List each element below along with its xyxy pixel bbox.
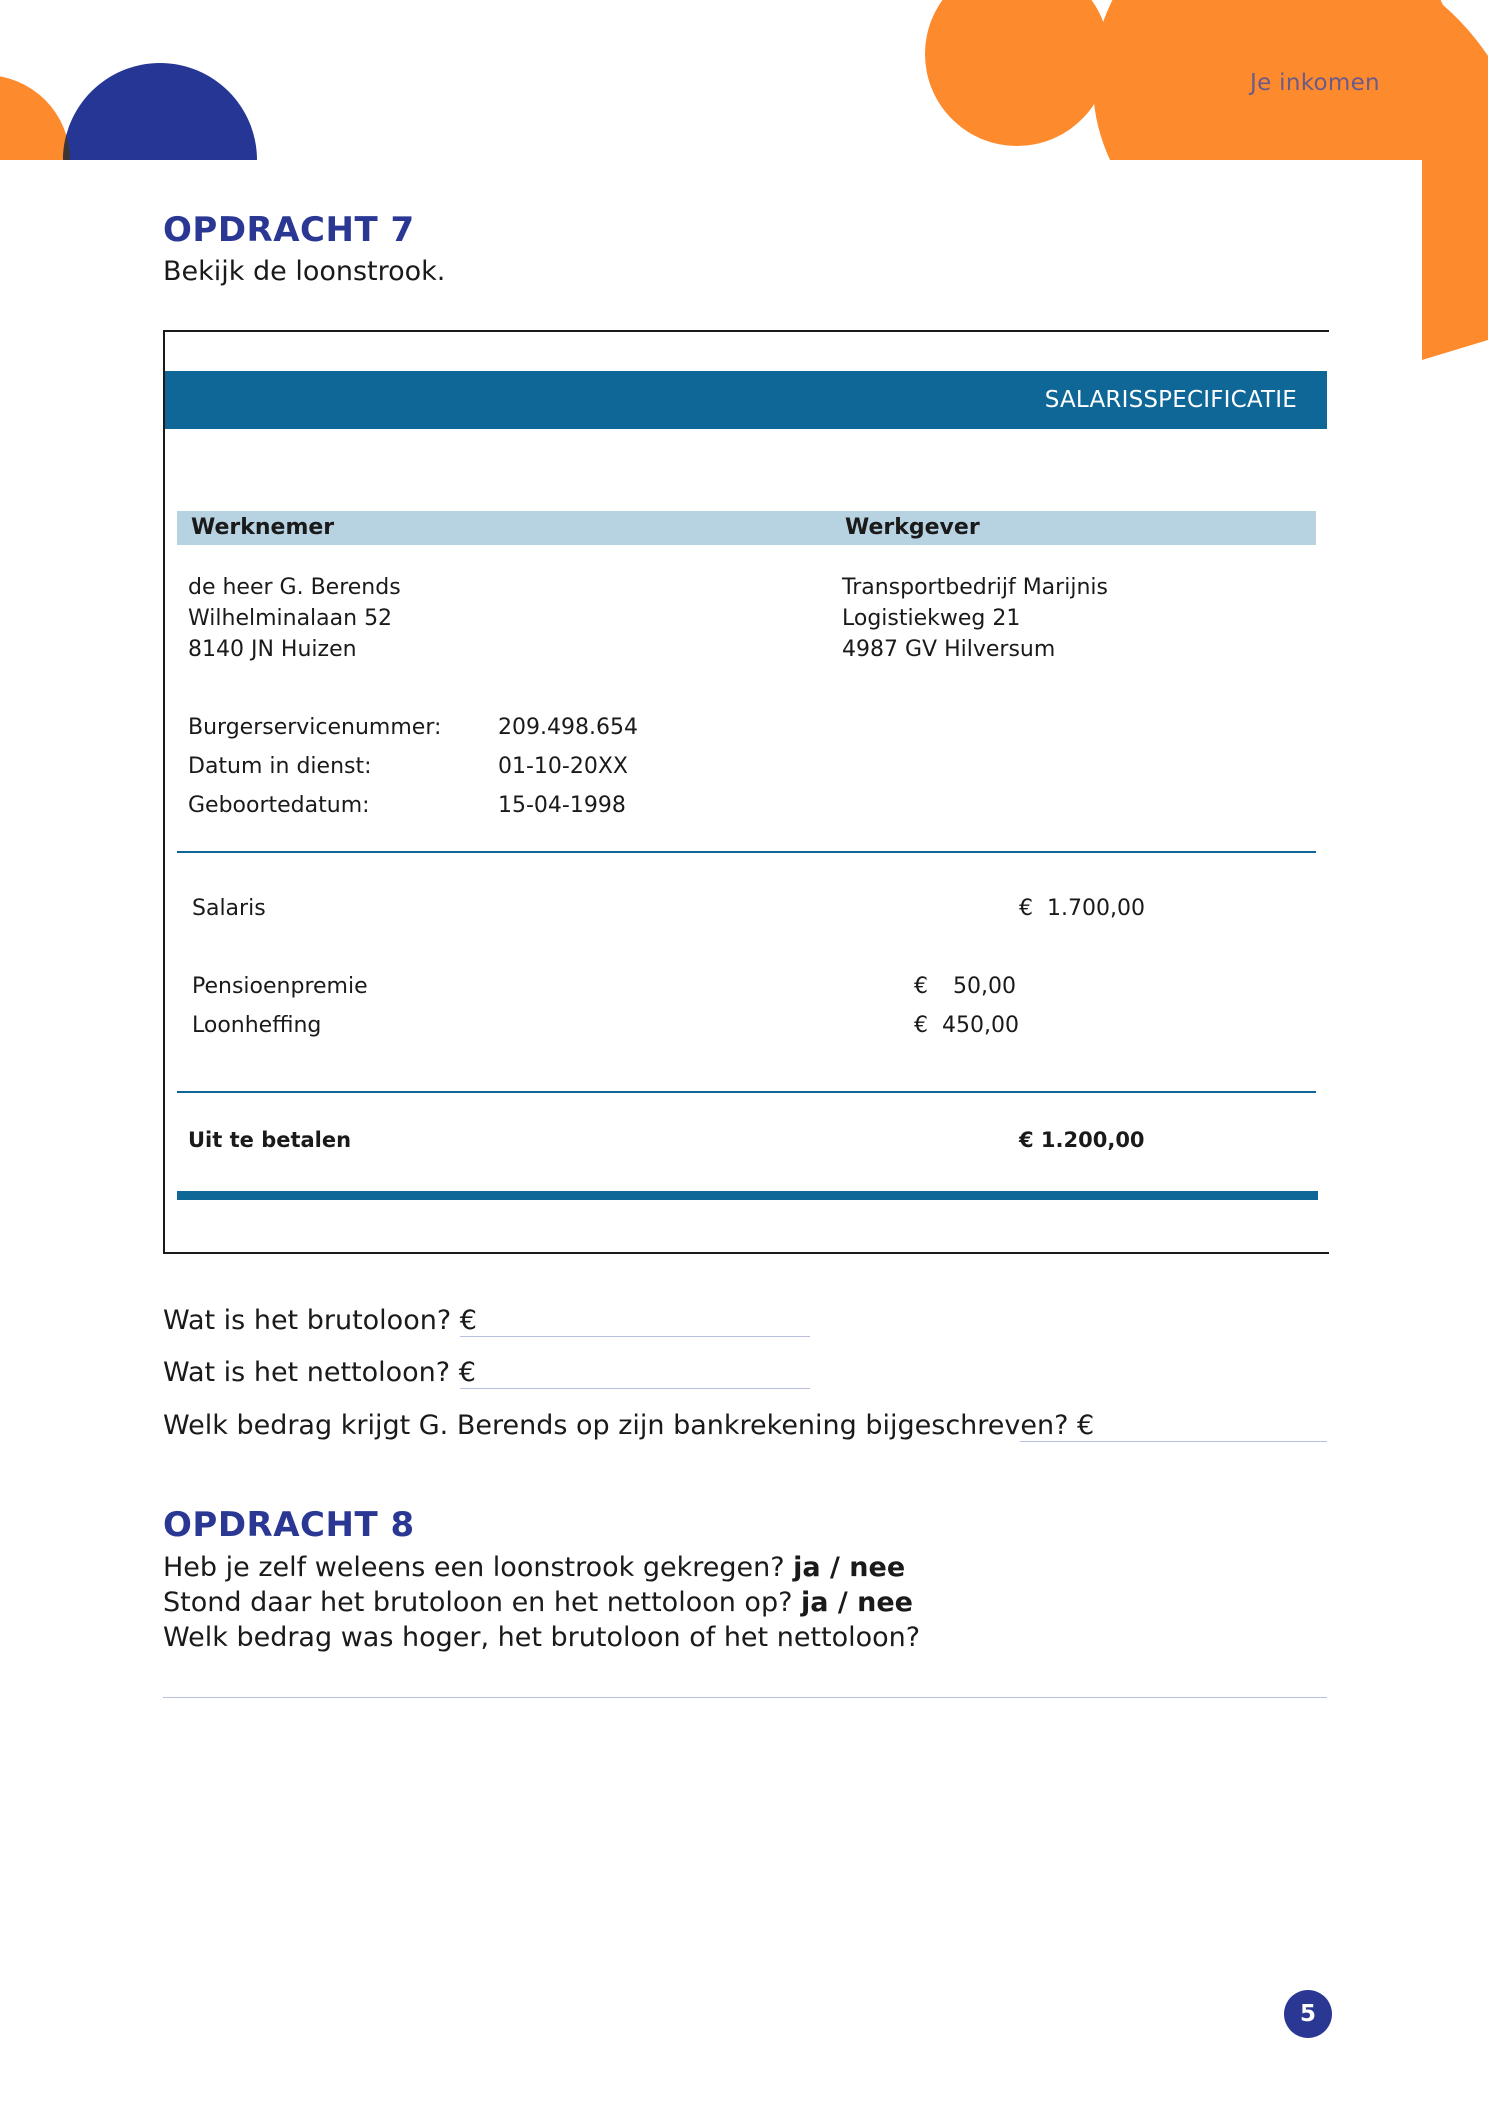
opdracht-8-questions: [163, 1550, 920, 1655]
opdracht-7-intro: Bekijk de loonstrook.: [163, 256, 446, 287]
employer-header: Werkgever: [845, 515, 980, 540]
opdracht-7-title: OPDRACHT 7: [163, 210, 415, 250]
employer-street: Logistiekweg 21: [842, 606, 1021, 631]
party-header-band: [177, 511, 1316, 545]
question-bank: Welk bedrag krijgt G. Berends op zijn bankrekening bijgeschreven? €: [163, 1410, 1095, 1441]
detail-value-start-date: 01-10-20XX: [498, 754, 629, 779]
detail-value-birth-date: 15-04-1998: [498, 793, 626, 818]
answer-line-bruto[interactable]: [460, 1336, 810, 1337]
employee-address: [188, 572, 401, 665]
total-amount: € 1.200,00: [1019, 1128, 1145, 1152]
detail-value-bsn: 209.498.654: [498, 715, 638, 740]
deduction-amount-pension: [914, 974, 1016, 999]
answer-line-netto[interactable]: [460, 1388, 810, 1389]
answer-line-opdracht-8[interactable]: [163, 1697, 1327, 1698]
answer-line-bank[interactable]: [1020, 1441, 1327, 1442]
wage-tax-currency: €: [914, 1013, 928, 1038]
question-bruto: Wat is het brutoloon? €: [163, 1305, 477, 1336]
q1-text: Heb je zelf weleens een loonstrook gekregen?: [163, 1552, 785, 1583]
employee-street: Wilhelminalaan 52: [188, 606, 393, 631]
total-label: Uit te betalen: [188, 1128, 352, 1152]
q1-options[interactable]: ja / nee: [793, 1552, 906, 1583]
pension-value: 50,00: [953, 974, 1016, 999]
q2-text: Stond daar het brutoloon en het nettoloon op?: [163, 1587, 793, 1618]
employee-header: Werknemer: [191, 515, 335, 540]
payslip-header-bar: [165, 371, 1327, 429]
payslip-bottom-bar: [177, 1191, 1318, 1200]
salary-value: 1.700,00: [1047, 896, 1145, 921]
salary-currency: €: [1019, 896, 1033, 921]
pension-currency: €: [914, 974, 928, 999]
detail-label-bsn: Burgerservicenummer:: [188, 715, 442, 740]
deduction-amount-wage-tax: [914, 1013, 1019, 1038]
divider: [177, 851, 1316, 853]
employer-city: 4987 GV Hilversum: [842, 637, 1056, 662]
divider: [177, 1091, 1316, 1093]
payslip-title: SALARISSPECIFICATIE: [1044, 387, 1297, 413]
deduction-label-pension: Pensioenpremie: [192, 974, 368, 999]
payslip: [163, 330, 1329, 1254]
detail-label-start-date: Datum in dienst:: [188, 754, 372, 779]
q2-options[interactable]: ja / nee: [801, 1587, 913, 1618]
opdracht-8-q2: [163, 1585, 920, 1620]
orange-circle-top: [925, 0, 1109, 146]
salary-label: Salaris: [192, 896, 266, 921]
opdracht-8-q1: [163, 1550, 920, 1585]
deduction-label-wage-tax: Loonheffing: [192, 1013, 322, 1038]
wage-tax-value: 450,00: [942, 1013, 1019, 1038]
opdracht-8-title: OPDRACHT 8: [163, 1505, 415, 1545]
detail-label-birth-date: Geboortedatum:: [188, 793, 370, 818]
employer-address: [842, 572, 1108, 665]
employee-name: de heer G. Berends: [188, 575, 401, 600]
employer-name: Transportbedrijf Marijnis: [842, 575, 1108, 600]
question-netto: Wat is het nettoloon? €: [163, 1357, 476, 1388]
page-number: 5: [1284, 1990, 1332, 2038]
opdracht-8-q3: Welk bedrag was hoger, het brutoloon of het nettoloon?: [163, 1622, 921, 1653]
salary-amount: [1019, 896, 1145, 921]
employee-city: 8140 JN Huizen: [188, 637, 357, 662]
section-label: Je inkomen: [1250, 70, 1380, 96]
